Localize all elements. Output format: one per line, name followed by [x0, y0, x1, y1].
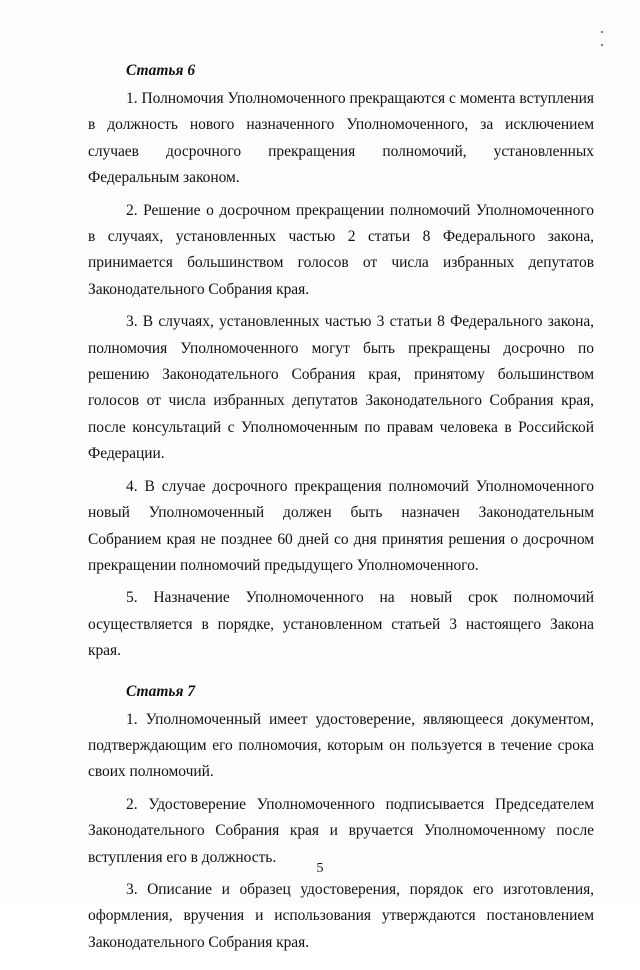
- article-6-paragraph-5: 5. Назначение Уполномоченного на новый срок полномочий осуществляется в порядке, установленном статьей 3 настоящего Закона края.: [88, 589, 594, 660]
- page-number: 5: [316, 861, 324, 876]
- article-6-paragraph-2: 2. Решение о досрочном прекращении полномочий Уполномоченного в случаях, установленных частью 2 статьи 8 Федерального закона, принимается большинством голосов от числа избранных депутатов Законодательного Собрания края.: [88, 201, 594, 298]
- article-7: [88, 679, 594, 957]
- article-6-paragraph-4: 4. В случае досрочного прекращения полномочий Уполномоченного новый Уполномоченный должен быть назначен Законодательным Собранием края не позднее 60 дней со дня принятия решения о досрочном прекращении полномочий предыдущего Уполномоченного.: [88, 477, 594, 574]
- article-title: Статья 6: [126, 62, 196, 79]
- scan-speck: [601, 44, 603, 46]
- article-7-paragraph-1: 1. Уполномоченный имеет удостоверение, являющееся документом, подтверждающим его полномочия, которым он пользуется в течение срока своих полномочий.: [88, 710, 594, 781]
- article-6-paragraph-3: 3. В случаях, установленных частью 3 статьи 8 Федерального закона, полномочия Уполномоченного могут быть прекращены досрочно по решению Законодательного Собрания края, принятому большинством голосов от числа избранных депутатов Законодательного Собрания края, после консультаций с Уполномоченным по правам человека в Российской Федерации.: [88, 313, 594, 463]
- article-6-paragraph-1: 1. Полномочия Уполномоченного прекращаются с момента вступления в должность нового назначенного Уполномоченного, за исключением случаев досрочного прекращения полномочий, установленных Федеральным законом.: [88, 90, 594, 187]
- article-7-paragraph-2: 2. Удостоверение Уполномоченного подписывается Председателем Законодательного Собрания края и вручается Уполномоченному после вступления его в должность.: [88, 795, 594, 866]
- scan-speck: [601, 31, 603, 33]
- document-body: [88, 58, 594, 970]
- article-7-paragraph-3: 3. Описание и образец удостоверения, порядок его изготовления, оформления, вручения и использования утверждаются постановлением Законодательного Собрания края.: [88, 880, 594, 951]
- article-6: [88, 58, 594, 665]
- article-title: Статья 7: [126, 682, 196, 700]
